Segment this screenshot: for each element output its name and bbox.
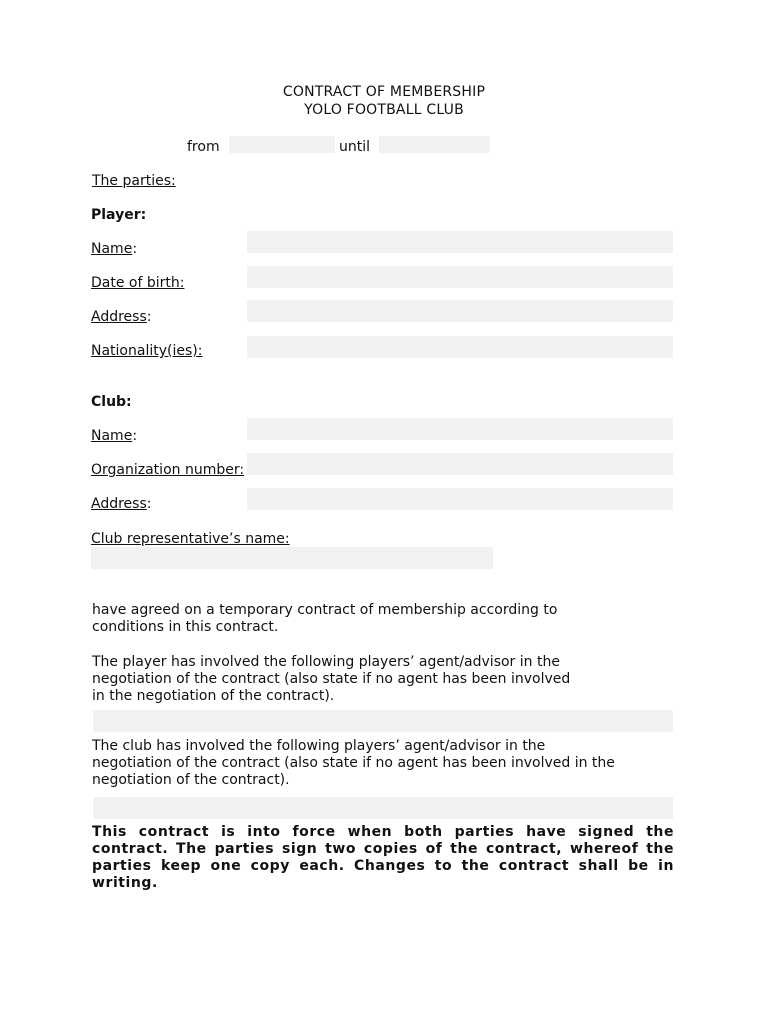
player-heading: Player: xyxy=(91,207,147,223)
from-label: from xyxy=(187,139,220,155)
club-title: YOLO FOOTBALL CLUB xyxy=(304,102,464,118)
player-dob-field[interactable] xyxy=(247,266,673,288)
club-address-label: Address: xyxy=(91,496,152,512)
force-paragraph: This contract is into force when both parties have signed the contract. The parties sign two copies of the contract, whereof the parties keep one copy each. Changes to the contract shall be in writing. xyxy=(92,824,674,891)
club-rep-label: Club representative’s name: xyxy=(91,531,290,547)
club-address-field[interactable] xyxy=(247,488,673,510)
player-nationality-label: Nationality(ies): xyxy=(91,343,203,359)
player-name-field[interactable] xyxy=(247,231,673,253)
player-address-field[interactable] xyxy=(247,300,673,322)
club-rep-field[interactable] xyxy=(91,547,493,569)
from-date-field[interactable] xyxy=(229,136,335,153)
contract-title: CONTRACT OF MEMBERSHIP xyxy=(282,84,486,100)
player-agent-field[interactable] xyxy=(93,710,673,732)
player-nationality-field[interactable] xyxy=(247,336,673,358)
club-org-field[interactable] xyxy=(247,453,673,475)
player-dob-label: Date of birth: xyxy=(91,275,185,291)
player-address-label: Address: xyxy=(91,309,152,325)
club-agent-field[interactable] xyxy=(93,797,673,819)
player-agent-paragraph: The player has involved the following players’ agent/advisor in the negotiation of the contract (also state if no agent has been involved in the negotiation of the contract). xyxy=(92,654,571,704)
club-org-label: Organization number: xyxy=(91,462,245,478)
club-name-field[interactable] xyxy=(247,418,673,440)
until-label: until xyxy=(339,139,371,155)
until-date-field[interactable] xyxy=(379,136,490,153)
club-name-label: Name: xyxy=(91,428,138,444)
club-heading: Club: xyxy=(91,394,132,410)
club-agent-paragraph: The club has involved the following players’ agent/advisor in the negotiation of the contract (also state if no agent has been involved in the negotiation of the contract). xyxy=(92,738,615,788)
player-name-label: Name: xyxy=(91,241,138,257)
parties-label: The parties: xyxy=(92,173,176,189)
agreed-paragraph: have agreed on a temporary contract of membership according to conditions in this contract. xyxy=(92,602,558,635)
